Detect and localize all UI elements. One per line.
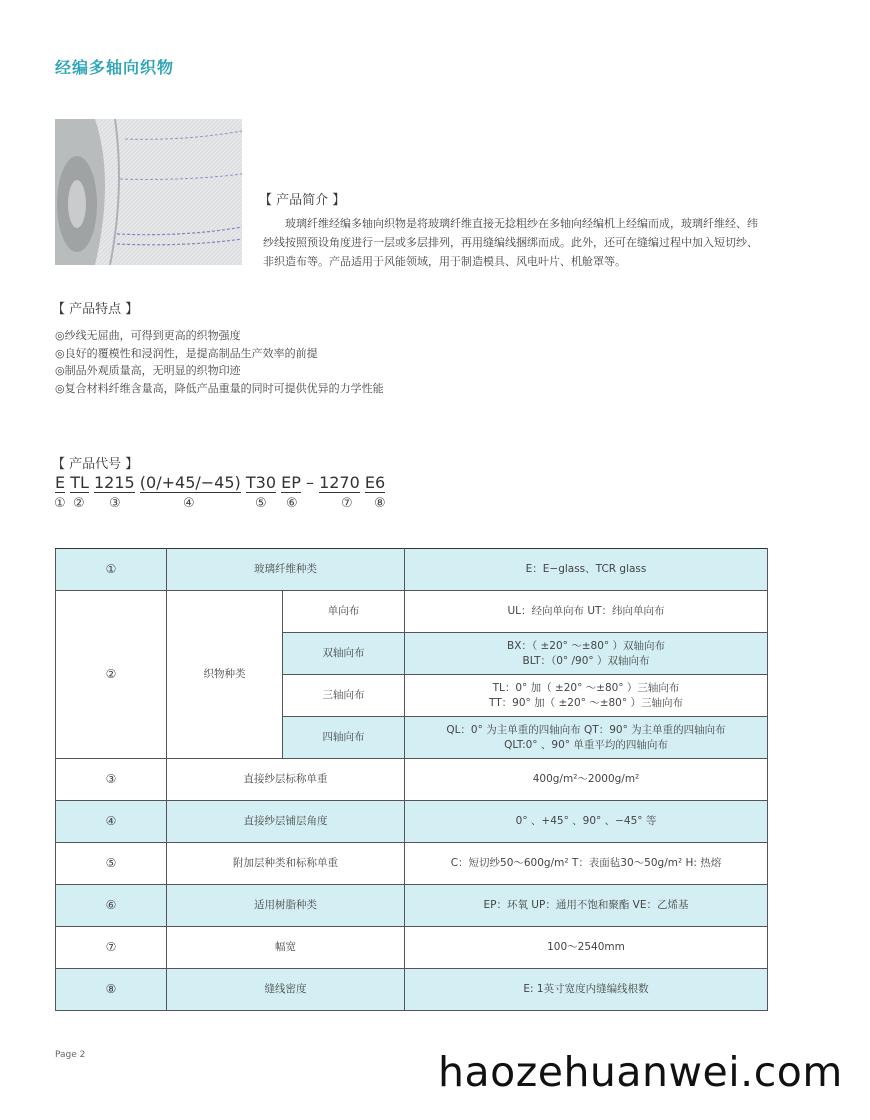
watermark: haozehuanwei.com (438, 1048, 843, 1096)
row-label: 缝线密度 (167, 969, 405, 1011)
row-label: 直接纱层铺层角度 (167, 801, 405, 843)
page-title: 经编多轴向织物 (55, 58, 175, 77)
row-value: 0° 、+45° 、90° 、−45° 等 (405, 801, 768, 843)
row-label: 玻璃纤维种类 (167, 549, 405, 591)
code-number: ⑥ (286, 496, 298, 511)
code-segment: E (55, 473, 66, 492)
row-value: UL：经向单向布 UT：纬向单向布 (405, 591, 768, 633)
row-label: 幅宽 (167, 927, 405, 969)
code-heading: 【 产品代号 】 (52, 457, 139, 472)
value-line: TL：0° 加（ ±20° ～±80° ）三轴向布 (492, 681, 680, 694)
value-line: QLT:0° 、90° 单重平均的四轴向布 (504, 738, 668, 751)
code-segment: EP (281, 473, 301, 492)
code-segment: 1215 (93, 473, 135, 492)
code-number: ⑧ (374, 496, 386, 511)
subtype-label: 单向布 (283, 591, 405, 633)
product-code (55, 473, 385, 492)
page-number: Page 2 (55, 1050, 86, 1060)
code-number: ⑦ (341, 496, 353, 511)
fabric-roll-illustration (55, 119, 242, 265)
table-row (56, 885, 768, 927)
row-number: ⑥ (56, 885, 167, 927)
row-label: 附加层种类和标称单重 (167, 843, 405, 885)
row-number: ⑦ (56, 927, 167, 969)
features-heading: 【 产品特点 】 (52, 302, 139, 317)
code-number: ① (54, 496, 66, 511)
spec-table (55, 548, 768, 1011)
subtype-label: 四轴向布 (283, 717, 405, 759)
table-row (56, 969, 768, 1011)
code-segment: 1270 (319, 473, 360, 492)
code-segment: T30 (245, 473, 277, 492)
row-number: ④ (56, 801, 167, 843)
row-value: 100～2540mm (405, 927, 768, 969)
subtype-label: 三轴向布 (283, 675, 405, 717)
table-row (56, 591, 768, 633)
subtype-label: 双轴向布 (283, 633, 405, 675)
code-number: ② (73, 496, 85, 511)
row-label: 织物种类 (167, 591, 283, 759)
row-number: ⑤ (56, 843, 167, 885)
table-row (56, 549, 768, 591)
code-number: ④ (183, 496, 195, 511)
code-number: ③ (109, 496, 121, 511)
row-value (405, 633, 768, 675)
table-row (56, 927, 768, 969)
row-label: 适用树脂种类 (167, 885, 405, 927)
row-number: ③ (56, 759, 167, 801)
value-line: BX：（ ±20° ～±80° ）双轴向布 (507, 639, 665, 652)
row-value: 400g/m²～2000g/m² (405, 759, 768, 801)
row-label: 直接纱层标称单重 (167, 759, 405, 801)
code-number: ⑤ (255, 496, 267, 511)
row-value: E：E−glass、TCR glass (405, 549, 768, 591)
row-number: ② (56, 591, 167, 759)
code-segment: E6 (364, 473, 386, 492)
row-value (405, 717, 768, 759)
feature-item: ◎纱线无屈曲，可得到更高的织物强度 (55, 329, 241, 342)
row-value: E: 1英寸宽度内缝编线根数 (405, 969, 768, 1011)
code-dash: – (305, 473, 314, 492)
value-line: QL：0° 为主单重的四轴向布 QT：90° 为主单重的四轴向布 (446, 723, 726, 736)
intro-heading: 【 产品简介 】 (259, 193, 346, 208)
table-row (56, 801, 768, 843)
value-line: TT：90° 加（ ±20° ～±80° ）三轴向布 (489, 696, 683, 709)
code-segment: TL (70, 473, 89, 492)
row-value (405, 675, 768, 717)
table-row (56, 759, 768, 801)
fabric-roll-image (55, 119, 242, 265)
intro-text: 玻璃纤维经编多轴向织物是将玻璃纤维直接无捻粗纱在多轴向经编机上经编而成，玻璃纤维经、纬纱线按照预设角度进行一层或多层排列，再用缝编线捆绑而成。此外，还可在缝编过程中加入短切纱、非织造布等。产品适用于风能领域，用于制造模具、风电叶片、机舱罩等。 (263, 217, 758, 268)
code-segment: (0/+45/−45) (139, 473, 241, 492)
feature-item: ◎复合材料纤维含量高，降低产品重量的同时可提供优异的力学性能 (55, 381, 384, 395)
feature-item: ◎制品外观质量高，无明显的织物印迹 (55, 364, 241, 377)
feature-item: ◎良好的覆模性和浸润性，是提高制品生产效率的前提 (55, 346, 318, 360)
features-list (55, 327, 384, 397)
row-value: EP：环氧 UP：通用不饱和聚酯 VE：乙烯基 (405, 885, 768, 927)
table-row (56, 843, 768, 885)
row-value: C：短切纱50～600g/m² T：表面毡30～50g/m² H: 热熔 (405, 843, 768, 885)
value-line: BLT：（0° /90° ）双轴向布 (522, 654, 650, 667)
row-number: ⑧ (56, 969, 167, 1011)
row-number: ① (56, 549, 167, 591)
